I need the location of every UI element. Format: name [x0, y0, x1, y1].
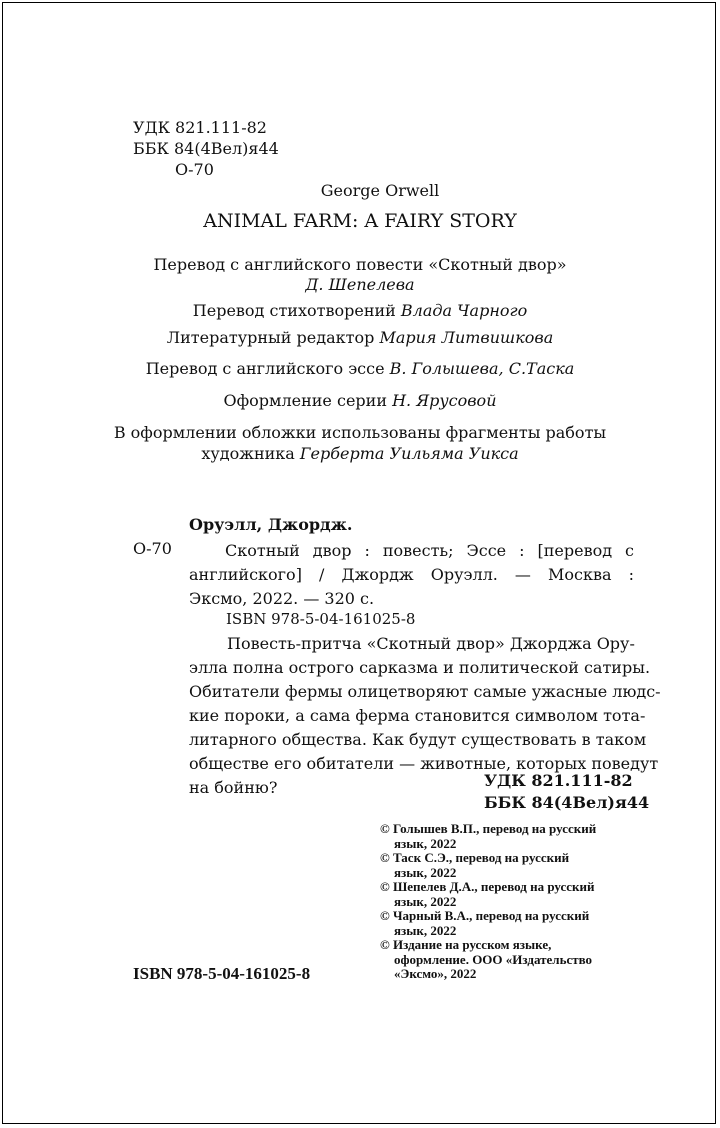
copyright-item: © Таск С.Э., перевод на русский язык, 2022	[380, 850, 570, 880]
catalog-desc-line: Эксмо, 2022. — 320 с.	[189, 589, 375, 608]
annotation-line: литарного общества. Как будут существовать в таком	[189, 730, 647, 749]
catalog-desc-line: английского] / Джордж Оруэлл. — Москва :	[189, 565, 634, 584]
annotation-line: элла полна острого сарказма и политической сатиры.	[189, 658, 651, 677]
author-en: George Orwell	[320, 181, 440, 200]
editor-credit: Литературный редактор Мария Литвишкова	[166, 328, 554, 347]
series-design-credit: Оформление серии Н. Ярусовой	[223, 391, 497, 410]
catalog-author-mark: О-70	[133, 539, 172, 558]
copyright-notices	[380, 822, 640, 982]
catalog-udk: УДК 821.111-82	[484, 771, 633, 790]
udk-code: УДК 821.111-82	[133, 118, 267, 137]
translation-credit-name: Д. Шепелева	[305, 275, 415, 294]
cover-credit-line2: художника Герберта Уильяма Уикса	[201, 444, 519, 463]
catalog-desc-line: Скотный двор : повесть; Эссе : [перевод с	[225, 541, 634, 560]
catalog-isbn: ISBN 978-5-04-161025-8	[226, 610, 416, 628]
bbk-code: ББК 84(4Вел)я44	[133, 139, 279, 158]
catalog-bbk: ББК 84(4Вел)я44	[484, 793, 650, 812]
annotation-line: кие пороки, а сама ферма становится символом тота-	[189, 706, 646, 725]
essay-credit: Перевод с английского эссе В. Голышева, С.Таска	[145, 359, 575, 378]
annotation-line: обществе его обитатели — животные, которых поведут	[189, 754, 659, 773]
author-mark: О-70	[175, 160, 214, 179]
footer-isbn: ISBN 978-5-04-161025-8	[133, 964, 311, 983]
annotation-line: Повесть-притча «Скотный двор» Джорджа Ору-	[227, 634, 635, 653]
annotation-line: Обитатели фермы олицетворяют самые ужасные людс-	[189, 682, 661, 701]
catalog-description	[189, 539, 634, 611]
cover-credit-line1: В оформлении обложки использованы фрагменты работы	[113, 423, 607, 442]
copyright-item: © Издание на русском языке, оформление. ООО «Издательство «Эксмо», 2022	[380, 937, 593, 981]
translation-credit-label: Перевод с английского повести «Скотный двор»	[153, 255, 567, 274]
copyright-item: © Шепелев Д.А., перевод на русский язык, 2022	[380, 879, 595, 909]
annotation-line: на бойню?	[189, 778, 278, 797]
poems-credit: Перевод стихотворений Влада Чарного	[192, 301, 528, 320]
catalog-author-heading: Оруэлл, Джордж.	[189, 515, 353, 534]
copyright-item: © Чарный В.А., перевод на русский язык, 2022	[380, 908, 590, 938]
copyright-item: © Голышев В.П., перевод на русский язык, 2022	[380, 821, 597, 851]
title-en: ANIMAL FARM: A FAIRY STORY	[203, 210, 517, 232]
